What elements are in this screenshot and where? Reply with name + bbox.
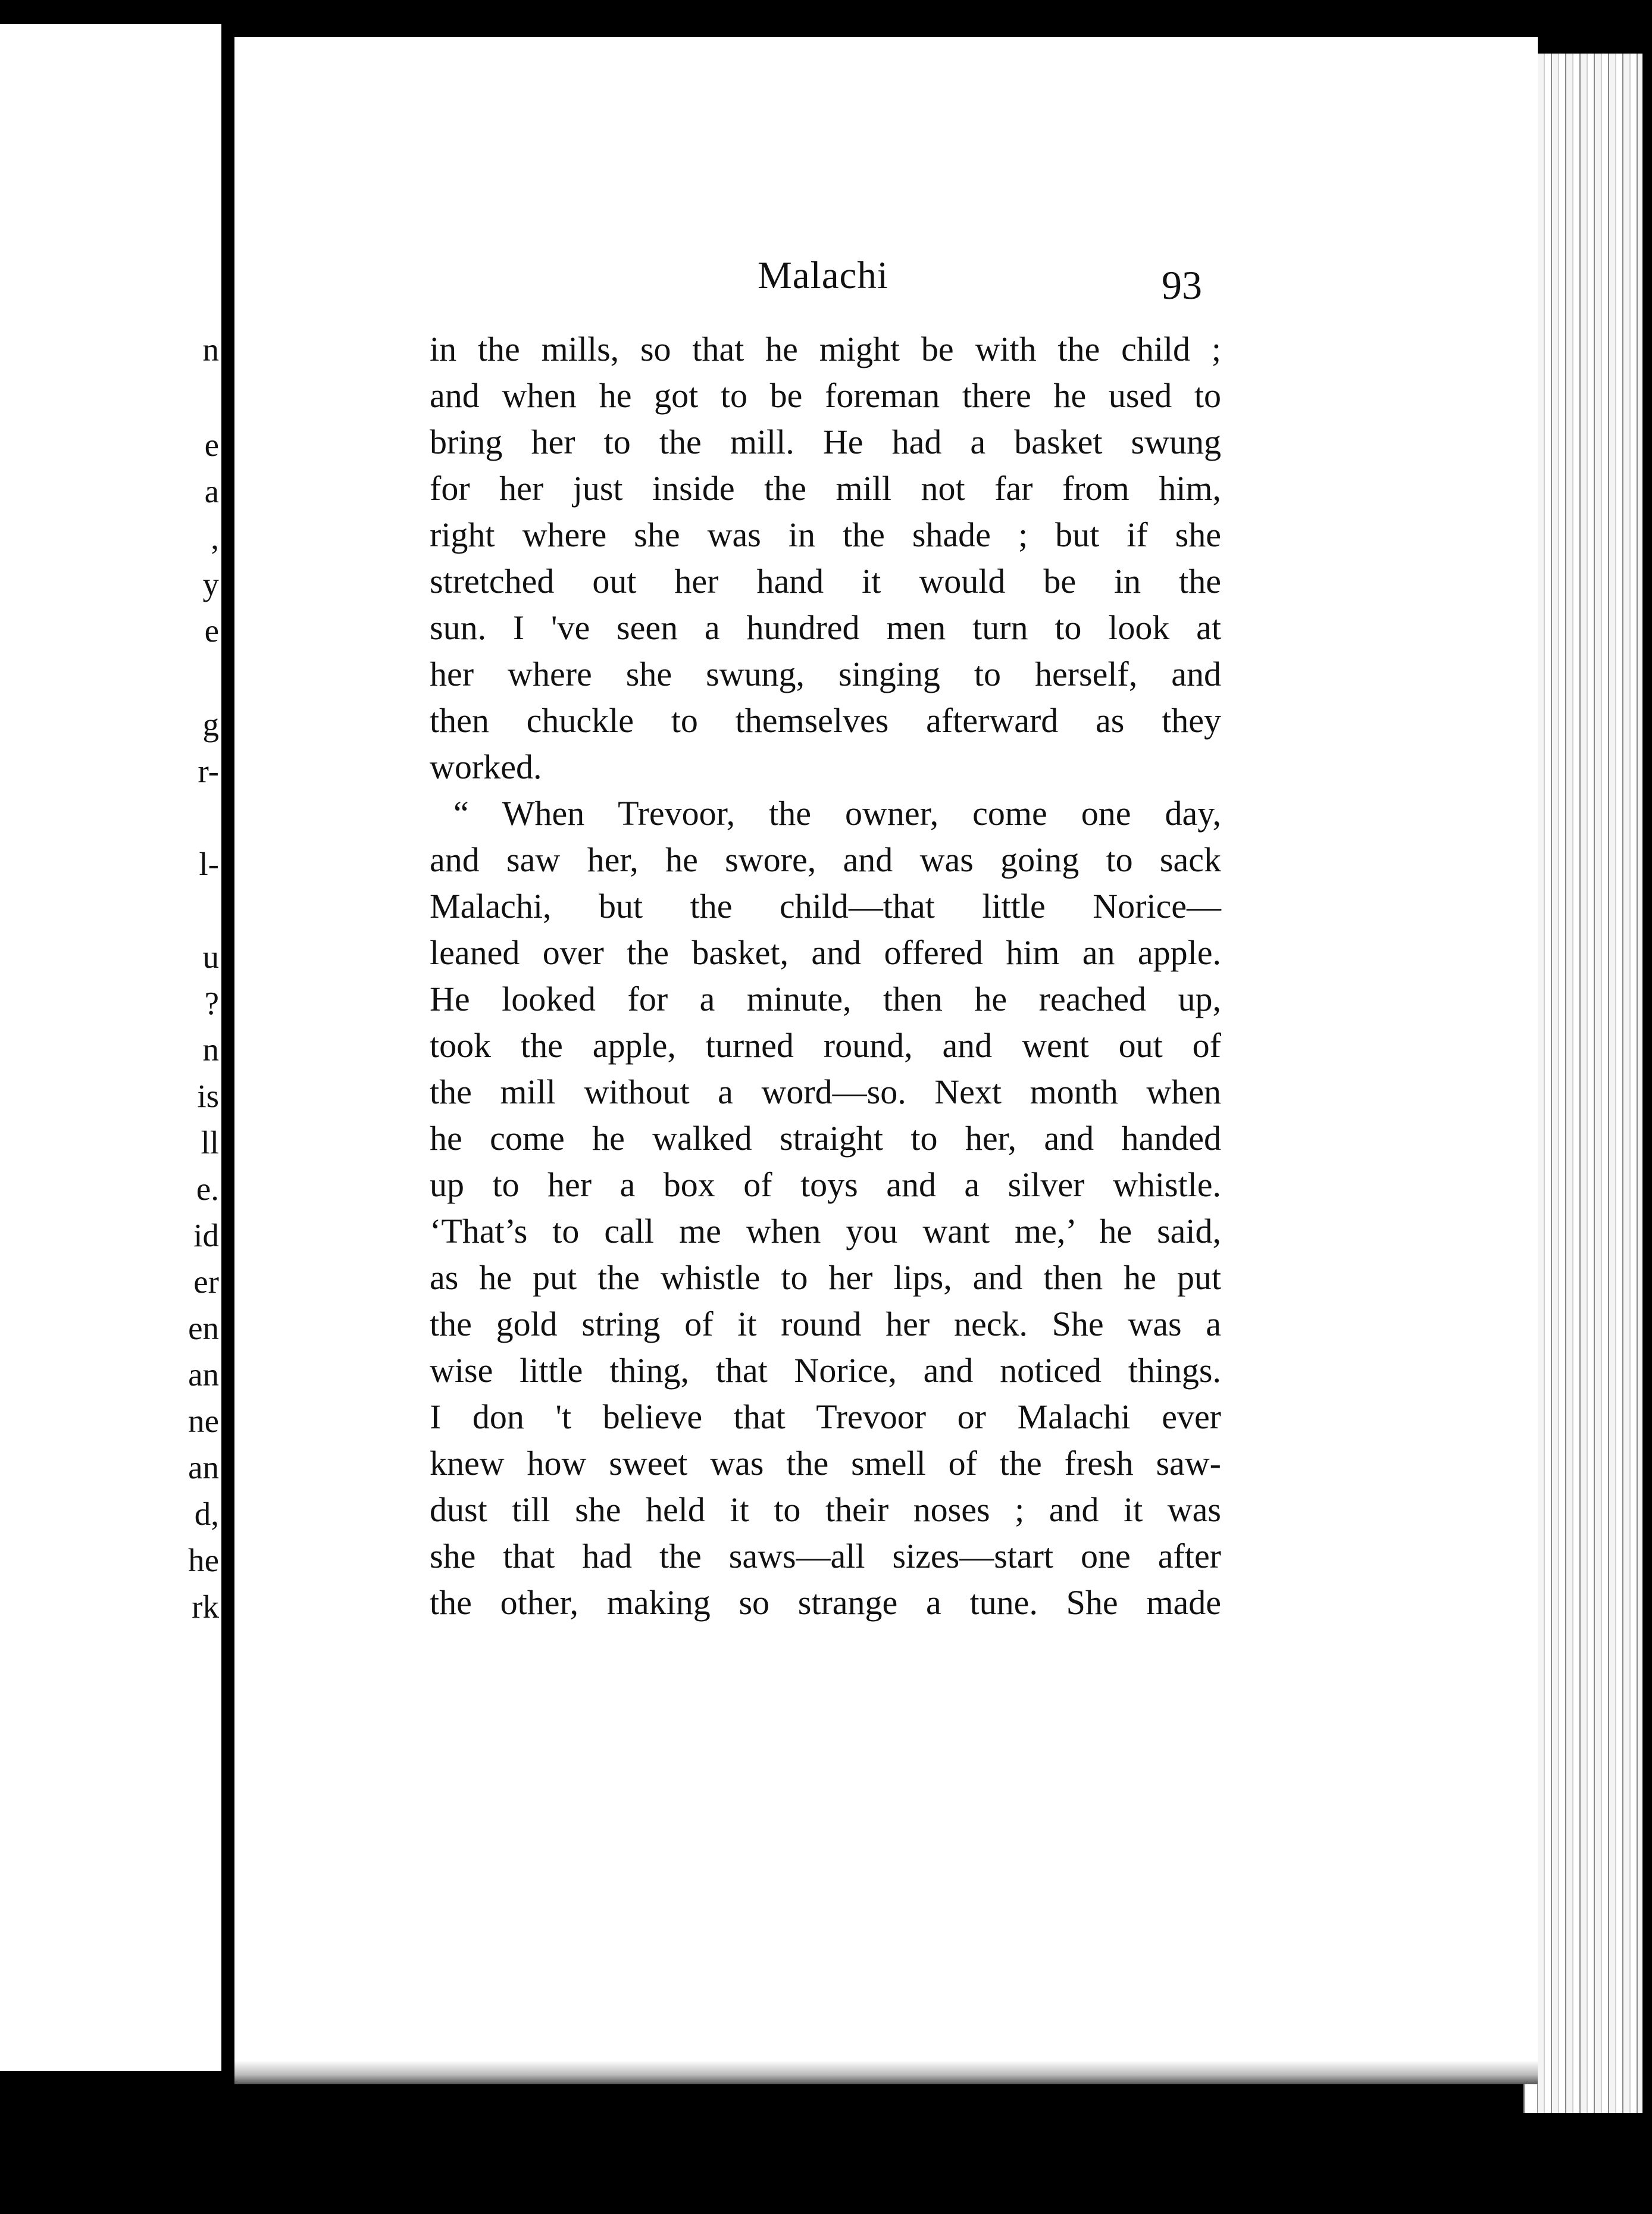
text-line: stretched out her hand it would be in the bbox=[430, 562, 1221, 601]
text-line: and saw her, he swore, and was going to sack bbox=[430, 840, 1221, 879]
left-fragment: d, bbox=[194, 1496, 219, 1532]
text-line: Malachi, but the child—that little Norice— bbox=[430, 887, 1221, 925]
text-line: right where she was in the shade ; but if she bbox=[430, 515, 1221, 554]
text-line: worked. bbox=[430, 748, 542, 786]
left-fragment: e. bbox=[196, 1171, 219, 1207]
text-line: he come he walked straight to her, and handed bbox=[430, 1119, 1221, 1158]
text-line: the mill without a word—so. Next month when bbox=[430, 1072, 1221, 1111]
left-fragment: u bbox=[202, 939, 219, 975]
page-number: 93 bbox=[1162, 262, 1202, 308]
left-fragment: is bbox=[197, 1078, 219, 1114]
text-line: the gold string of it round her neck. She was a bbox=[430, 1305, 1221, 1343]
left-fragment: en bbox=[188, 1310, 219, 1346]
left-fragment: y bbox=[202, 566, 219, 602]
text-line: took the apple, turned round, and went out of bbox=[430, 1026, 1221, 1065]
left-fragment: n bbox=[202, 332, 219, 368]
book-gutter bbox=[221, 24, 234, 2071]
left-fragment: , bbox=[211, 520, 219, 556]
left-fragment: ll bbox=[201, 1124, 219, 1161]
left-fragment: a bbox=[204, 473, 219, 509]
text-line: bring her to the mill. He had a basket swung bbox=[430, 423, 1221, 461]
text-line: He looked for a minute, then he reached up, bbox=[430, 980, 1221, 1018]
left-fragment: he bbox=[188, 1542, 219, 1578]
running-title: Malachi bbox=[758, 254, 888, 297]
text-line: as he put the whistle to her lips, and then he put bbox=[430, 1258, 1221, 1297]
text-line: “ When Trevoor, the owner, come one day, bbox=[453, 794, 1221, 833]
left-fragment: an bbox=[188, 1449, 219, 1486]
left-fragment: l- bbox=[199, 846, 219, 882]
text-line: knew how sweet was the smell of the fresh saw- bbox=[430, 1444, 1221, 1483]
text-line: the other, making so strange a tune. She made bbox=[430, 1583, 1221, 1622]
stacked-page-edges bbox=[1523, 54, 1642, 2113]
text-line: and when he got to be foreman there he used to bbox=[430, 376, 1221, 415]
text-line: her where she swung, singing to herself, and bbox=[430, 655, 1221, 693]
text-line: dust till she held it to their noses ; and it was bbox=[430, 1490, 1221, 1529]
left-fragment: r- bbox=[198, 753, 219, 789]
left-fragment: er bbox=[193, 1264, 219, 1300]
left-fragment: ne bbox=[188, 1403, 219, 1439]
left-fragment: id bbox=[193, 1217, 219, 1253]
text-line: in the mills, so that he might be with the child ; bbox=[430, 330, 1221, 368]
left-fragment: g bbox=[202, 706, 219, 743]
left-fragment: ? bbox=[204, 985, 219, 1021]
left-fragment: e bbox=[204, 612, 219, 649]
text-line: I don 't believe that Trevoor or Malachi ever bbox=[430, 1397, 1221, 1436]
left-fragment: n bbox=[202, 1031, 219, 1068]
text-line: for her just inside the mill not far from him, bbox=[430, 469, 1221, 508]
text-line: then chuckle to themselves afterward as they bbox=[430, 701, 1221, 740]
left-fragment: an bbox=[188, 1356, 219, 1393]
text-line: wise little thing, that Norice, and noticed things. bbox=[430, 1351, 1221, 1390]
left-fragment: rk bbox=[192, 1588, 219, 1625]
text-line: sun. I 've seen a hundred men turn to look at bbox=[430, 608, 1221, 647]
left-facing-page bbox=[0, 24, 224, 2071]
text-line: ‘That’s to call me when you want me,’ he said, bbox=[430, 1212, 1221, 1250]
body-text bbox=[430, 326, 1221, 1626]
text-line: up to her a box of toys and a silver whistle. bbox=[430, 1165, 1221, 1204]
text-line: she that had the saws—all sizes—start one after bbox=[430, 1537, 1221, 1575]
left-fragment: e bbox=[204, 427, 219, 463]
text-line: leaned over the basket, and offered him an apple. bbox=[430, 933, 1221, 972]
